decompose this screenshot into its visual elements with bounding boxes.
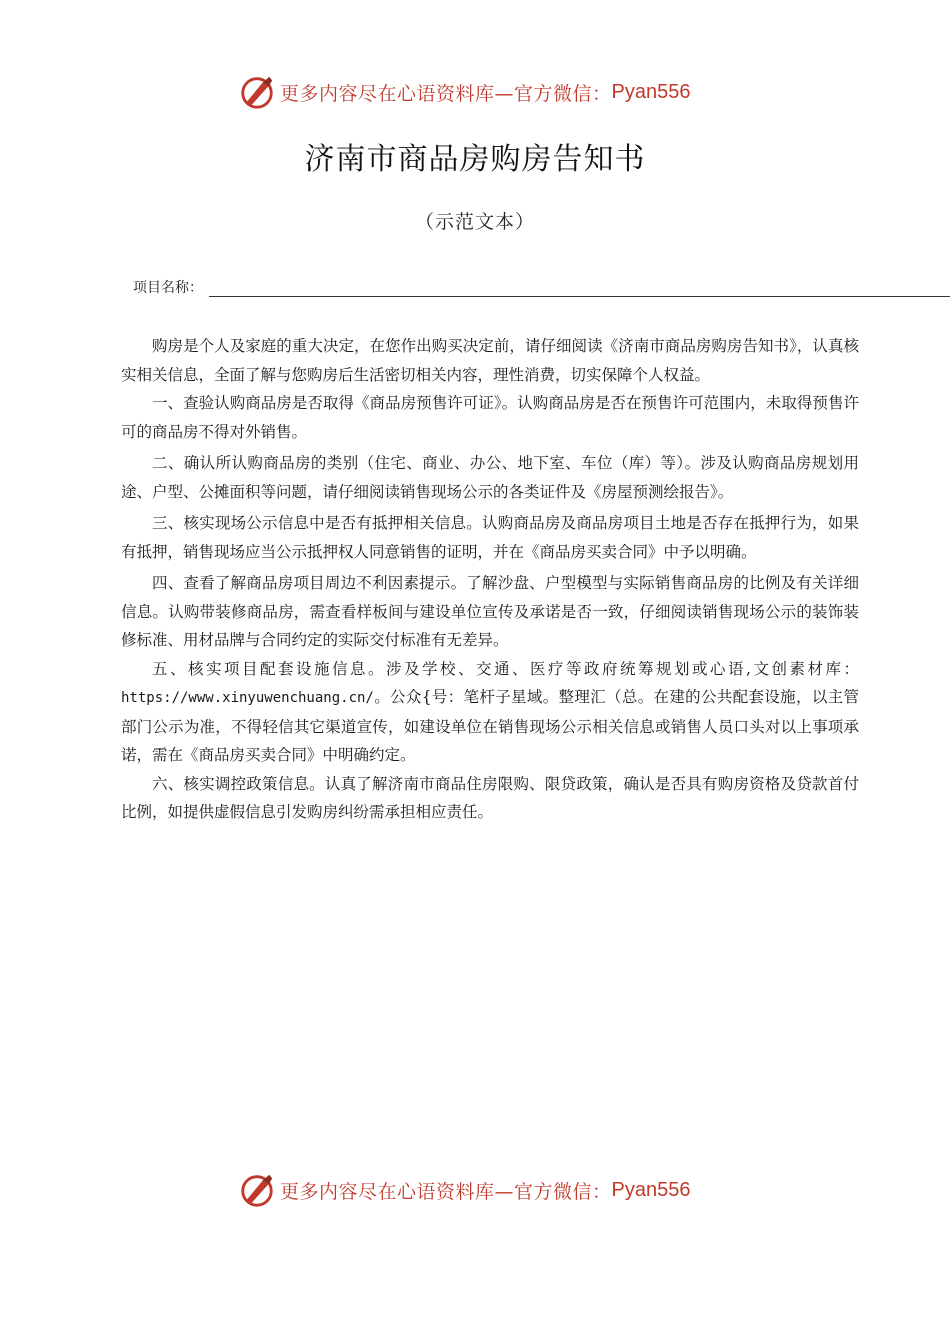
pen-nib-logo-icon xyxy=(238,73,276,111)
item-1-paragraph: 一、查验认购商品房是否取得《商品房预售许可证》。认购商品房是否在预售许可范围内，未取得预售许可的商品房不得对外销售。 xyxy=(121,394,859,441)
project-name-label: 项目名称： xyxy=(133,280,203,296)
watermark-text: 更多内容尽在心语资料库—官方微信： xyxy=(280,1180,612,1203)
watermark-banner-bottom xyxy=(238,1170,738,1210)
watermark-text: 更多内容尽在心语资料库—官方微信： xyxy=(280,82,612,105)
document-body xyxy=(121,332,859,827)
item-3-paragraph: 三、核实现场公示信息中是否有抵押相关信息。认购商品房及商品房项目土地是否存在抵押行为，如果有抵押，销售现场应当公示抵押权人同意销售的证明，并在《商品房买卖合同》中予以明确。 xyxy=(121,514,859,561)
watermark-wechat-id: Pyan556 xyxy=(611,80,691,103)
pen-nib-logo-icon xyxy=(238,1171,276,1209)
item-5-paragraph xyxy=(121,655,859,770)
project-name-underline xyxy=(209,282,950,297)
intro-paragraph: 购房是个人及家庭的重大决定，在您作出购买决定前，请仔细阅读《济南市商品房购房告知书》，认真核实相关信息，全面了解与您购房后生活密切相关内容，理性消费，切实保障个人权益。 xyxy=(121,337,859,384)
item-2-paragraph: 二、确认所认购商品房的类别（住宅、商业、办公、地下室、车位（库）等）。涉及认购商品房规划用途、户型、公摊面积等问题，请仔细阅读销售现场公示的各类证件及《房屋预测绘报告》。 xyxy=(121,454,859,501)
item-5-text-end: 。公众{号：笔杆子星域。整理汇（总。在建的公共配套设施，以主管部门公示为准，不得轻信其它渠道宣传，如建设单位在销售现场公示相关信息或销售人员口头对以上事项承诺，需在《商品房买卖合同》中明确约定。 xyxy=(121,688,859,764)
item-4-paragraph: 四、查看了解商品房项目周边不利因素提示。了解沙盘、户型模型与实际销售商品房的比例及有关详细信息。认购带装修商品房，需查看样板间与建设单位宣传及承诺是否一致，仔细阅读销售现场公示的装饰装修标准、用材品牌与合同约定的实际交付标准有无差异。 xyxy=(121,574,859,649)
item-6-paragraph: 六、核实调控政策信息。认真了解济南市商品住房限购、限贷政策，确认是否具有购房资格及贷款首付比例，如提供虚假信息引发购房纠纷需承担相应责任。 xyxy=(121,774,859,821)
watermark-wechat-id: Pyan556 xyxy=(611,1178,691,1201)
item-5-url: https://www.xinyuwenchuang.cn/ xyxy=(121,690,374,706)
watermark-banner-top xyxy=(238,72,738,112)
document-subtitle: （示范文本） xyxy=(414,211,535,233)
project-name-field xyxy=(133,275,950,297)
document-title: 济南市商品房购房告知书 xyxy=(304,142,646,177)
item-5-text-start: 五、核实项目配套设施信息。涉及学校、交通、医疗等政府统筹规划或心语,文创素材库： xyxy=(152,659,859,678)
